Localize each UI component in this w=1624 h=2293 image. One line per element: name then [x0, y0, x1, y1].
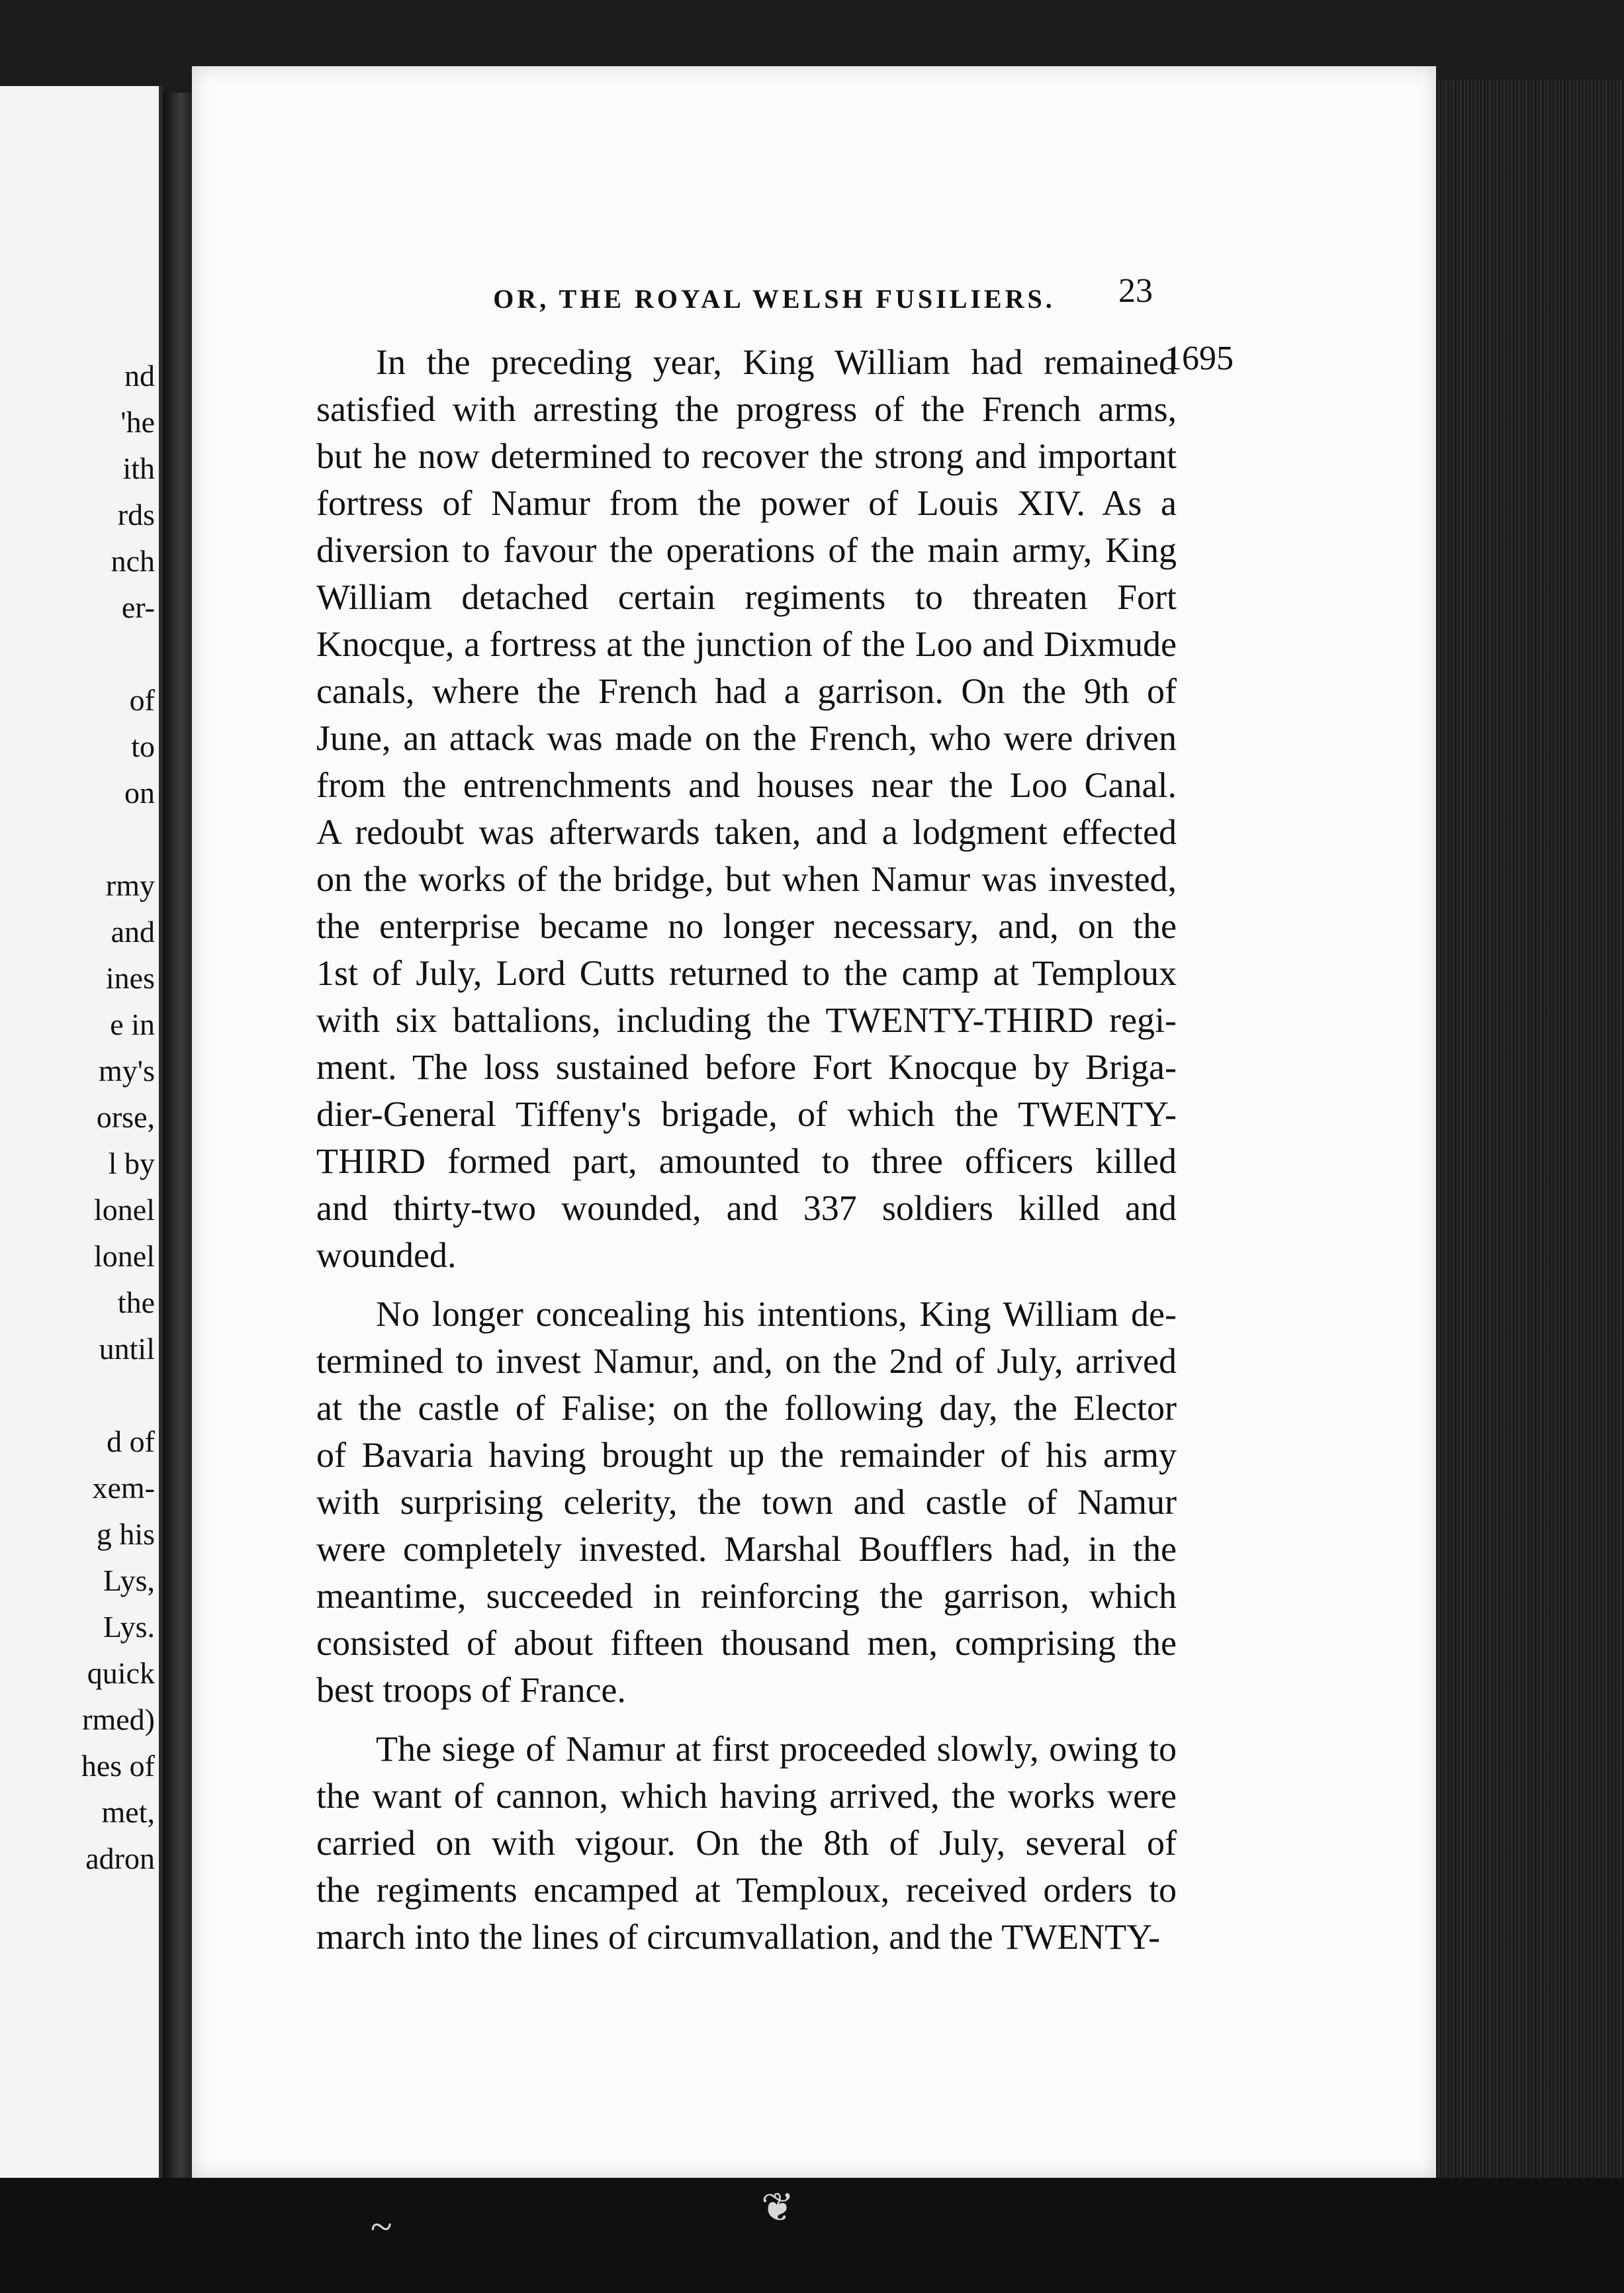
text-line: fortress of Namur from the power of Louis XIV. As a [316, 483, 1177, 523]
left-page-fragment: xem- [92, 1471, 155, 1505]
text-line: termined to invest Namur, and, on the 2nd of July, arrived [316, 1341, 1177, 1381]
page-edges [1436, 79, 1624, 2184]
text-line: of Bavaria having brought up the remainder of his army [316, 1435, 1177, 1475]
left-page-fragment: rmy [105, 868, 155, 902]
text-line: Knocque, a fortress at the junction of the Loo and Dixmude [316, 624, 1177, 664]
text-line: from the entrenchments and houses near the Loo Canal. [316, 765, 1177, 805]
debris-mark: ❦ [761, 2186, 795, 2229]
text-line: 1st of July, Lord Cutts returned to the camp at Temploux [316, 953, 1177, 993]
left-page-fragment: nch [111, 544, 155, 578]
left-page-fragment: Lys, [103, 1564, 155, 1597]
body-text [316, 339, 1177, 1961]
left-page-fragment: Lys. [103, 1610, 155, 1644]
left-page-fragment: lonel [94, 1239, 155, 1273]
text-line: with surprising celerity, the town and castle of Namur [316, 1482, 1177, 1522]
text-line: carried on with vigour. On the 8th of July, several of [316, 1823, 1177, 1863]
text-line: A redoubt was afterwards taken, and a lodgment effected [316, 812, 1177, 852]
margin-year: 1695 [1165, 340, 1234, 377]
page-number: 23 [1118, 272, 1153, 310]
left-page-fragment: e in [110, 1007, 155, 1041]
running-head: OR, THE ROYAL WELSH FUSILIERS. [493, 284, 1056, 314]
text-line: meantime, succeeded in reinforcing the garrison, which [316, 1576, 1177, 1616]
text-line: William detached certain regiments to threaten Fort [316, 577, 1177, 617]
left-page-fragment: g his [96, 1517, 155, 1551]
text-line: THIRD formed part, amounted to three officers killed [316, 1141, 1177, 1181]
left-page-fragment: and [111, 915, 155, 949]
text-line: the enterprise became no longer necessary, and, on the [316, 906, 1177, 946]
left-page-fragment: er- [121, 590, 155, 624]
paragraph-gap [316, 1714, 1177, 1726]
left-page-fragment: rds [117, 498, 155, 532]
text-line: ment. The loss sustained before Fort Knocque by Briga- [316, 1047, 1177, 1087]
text-line: with six battalions, including the TWENTY-THIRD regi- [316, 1000, 1177, 1040]
left-page-fragment: orse, [96, 1100, 155, 1134]
text-line: on the works of the bridge, but when Namur was invested, [316, 859, 1177, 899]
text-line: satisfied with arresting the progress of the French arms, [316, 389, 1177, 429]
text-line: the regiments encamped at Temploux, received orders to [316, 1870, 1177, 1910]
text-line: and thirty-two wounded, and 337 soldiers killed and [316, 1188, 1177, 1228]
left-page-fragment: ith [122, 451, 155, 485]
text-line: canals, where the French had a garrison. On the 9th of [316, 671, 1177, 711]
left-page-fragment: rmed) [82, 1703, 155, 1736]
text-line: In the preceding year, King William had remained [376, 342, 1177, 382]
left-page-fragment: lonel [94, 1193, 155, 1227]
text-line: The siege of Namur at first proceeded slowly, owing to [376, 1729, 1177, 1769]
left-facing-page [0, 86, 163, 2191]
text-line: wounded. [316, 1235, 457, 1275]
left-page-fragment: on [124, 776, 155, 810]
left-page-fragment: quick [87, 1656, 155, 1690]
text-line: but he now determined to recover the strong and important [316, 436, 1177, 476]
left-page-fragment: my's [99, 1054, 155, 1088]
scan-bottom-border [0, 2178, 1624, 2293]
text-line: June, an attack was made on the French, who were driven [316, 718, 1177, 758]
left-page-fragment: l by [108, 1146, 155, 1180]
left-page-fragment: of [129, 683, 155, 717]
text-line: march into the lines of circumvallation, and the TWENTY- [316, 1917, 1161, 1957]
text-line: were completely invested. Marshal Boufflers had, in the [316, 1529, 1177, 1569]
left-page-fragment: d of [107, 1425, 155, 1458]
left-page-fragment: nd [124, 359, 155, 393]
text-line: the want of cannon, which having arrived, the works were [316, 1776, 1177, 1816]
text-line: best troops of France. [316, 1670, 626, 1710]
left-page-fragment: ines [105, 961, 155, 995]
left-page-fragment: met, [101, 1795, 155, 1829]
text-line: consisted of about fifteen thousand men, comprising the [316, 1623, 1177, 1663]
left-page-fragment: the [117, 1286, 155, 1319]
left-page-fragment: adron [85, 1842, 155, 1875]
debris-mark: ~ [371, 2205, 392, 2249]
text-line: at the castle of Falise; on the following day, the Elector [316, 1388, 1177, 1428]
text-line: dier-General Tiffeny's brigade, of which the TWENTY- [316, 1094, 1177, 1134]
text-line: No longer concealing his intentions, King William de- [376, 1294, 1177, 1334]
left-page-fragment: 'he [120, 405, 155, 439]
left-page-fragment: to [131, 729, 155, 763]
left-page-fragment: until [99, 1332, 155, 1366]
book-gutter [163, 93, 192, 2204]
left-page-fragment: hes of [81, 1749, 155, 1783]
text-line: diversion to favour the operations of the main army, King [316, 530, 1177, 570]
paragraph-gap [316, 1279, 1177, 1291]
